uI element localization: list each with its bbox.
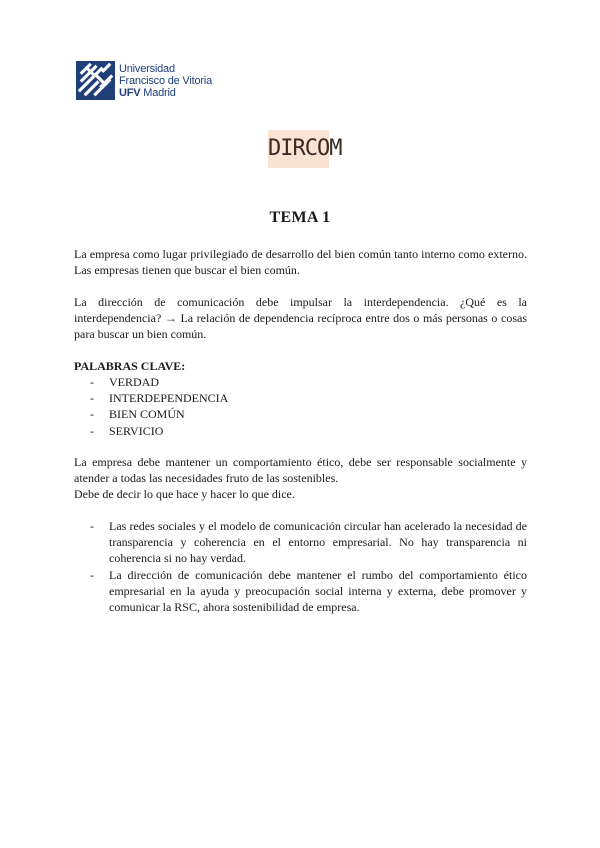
logo-wordmark	[119, 63, 212, 99]
section-heading: TEMA 1	[269, 209, 331, 226]
keyword-item: - INTERDEPENDENCIA	[74, 390, 228, 406]
university-logo	[76, 61, 226, 101]
keyword-item: - SERVICIO	[74, 423, 228, 439]
keywords-list	[74, 374, 228, 439]
keyword-item: - VERDAD	[74, 374, 228, 390]
paragraph-2: La dirección de comunicación debe impulsar la interdependencia. ¿Qué es la interdependencia? → La relación de dependencia recíproca entre dos o más personas o cosas para buscar un bien común.	[74, 295, 527, 342]
paragraph-3: La empresa debe mantener un comportamiento ético, debe ser responsable socialmente y atender a todas las necesidades fruto de las sostenibles.	[74, 455, 527, 486]
bullet-list	[74, 518, 527, 615]
document-title: DIRCOM	[268, 130, 329, 168]
logo-line-2: Francisco de Vitoria	[119, 75, 213, 87]
logo-madrid: Madrid	[140, 87, 176, 99]
bullet-item: - Las redes sociales y el modelo de comunicación circular han acelerado la necesidad de transparencia y coherencia en el entorno empresarial. No hay transparencia ni coherencia si no hay verdad.	[74, 518, 527, 567]
paragraph-1: La empresa como lugar privilegiado de desarrollo del bien común tanto interno como externo. Las empresas tienen que buscar el bien común.	[74, 247, 527, 278]
keywords-title: PALABRAS CLAVE:	[74, 359, 186, 373]
ufv-emblem-icon	[76, 61, 115, 100]
logo-ufv: UFV	[119, 87, 141, 99]
keyword-item: - BIEN COMÚN	[74, 406, 228, 422]
logo-line-1: Universidad	[119, 63, 175, 75]
logo-line-3	[119, 87, 212, 99]
paragraph-4: Debe de decir lo que hace y hacer lo que dice.	[74, 487, 295, 501]
bullet-item: - La dirección de comunicación debe mantener el rumbo del comportamiento ético empresarial en la ayuda y preocupación social interna y externa, debe promover y comunicar la RSC, ahora sostenibilidad de empresa.	[74, 567, 527, 616]
